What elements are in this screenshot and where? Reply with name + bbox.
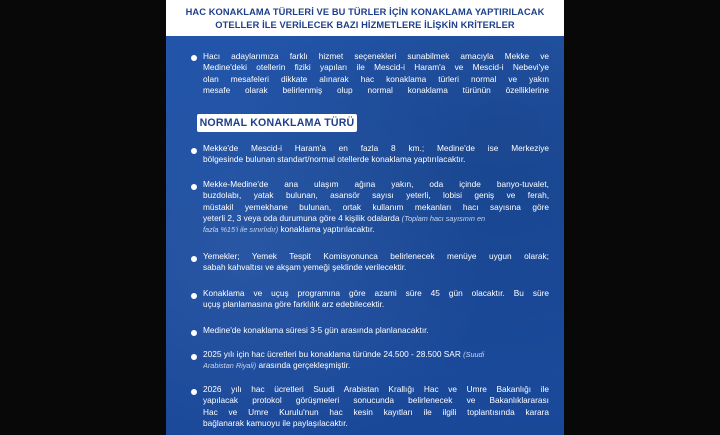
document-header [166, 0, 564, 36]
list-item [203, 384, 549, 429]
text-line: bölgesinde bulunan standart/normal otellerde konaklama yaptırılacaktır. [203, 154, 466, 165]
text-line: buzdolabı, yatak bulunan, asansör sayısı yeterli, lobisi geniş ve ferah, [203, 190, 549, 201]
bullet-dot [191, 148, 197, 154]
list-item [203, 179, 549, 235]
list-item [203, 349, 549, 372]
intro-paragraph [203, 51, 549, 96]
list-item [203, 288, 549, 311]
bullet-dot [191, 293, 197, 299]
text-line: olan mesafeleri dikkate alınarak hac konaklama türleri normal ve yakın [203, 73, 549, 84]
text-segment: konaklama yaptırılacaktır. [280, 224, 375, 235]
header-title-line-1: HAC KONAKLAMA TÜRLERİ VE BU TÜRLER İÇİN KONAKLAMA YAPTIRILACAK [185, 7, 545, 17]
text-line [203, 360, 549, 371]
text-segment: 2025 yılı için hac ücretleri bu konaklama türünde 24.500 - 28.500 SAR [203, 349, 461, 359]
list-item [203, 143, 549, 166]
note-text: Arabistan Riyali) [203, 361, 257, 371]
list-item [203, 325, 549, 336]
text-segment: yeterli 2, 3 veya oda durumuna göre 4 kişilik odalarda [203, 212, 400, 223]
note-text: (Toplam hacı sayısının en [401, 213, 486, 223]
text-line: Medine'de konaklama süresi 3-5 gün arasında planlanacaktır. [203, 325, 429, 335]
text-line: sabah kahvaltısı ve akşam yemeği şeklinde verilecektir. [203, 262, 407, 273]
text-line: Yemekler; Yemek Tespit Komisyonunca belirlenecek menüye uygun olarak; [203, 251, 549, 261]
header-title-line-2: OTELLER İLE VERİLECEK BAZI HİZMETLERE İLİŞKİN KRİTERLER [215, 20, 515, 30]
text-line: Medine'deki otellerin fiziki yapıları ile Mescid-i Haram'a ve Mescid-i Nebevi'ye [203, 62, 549, 73]
document-page [166, 0, 564, 435]
bullet-dot [191, 354, 197, 360]
text-line: Konaklama ve uçuş programına göre azami süre 45 gün olacaktır. Bu süre [203, 288, 549, 298]
text-line: Mekke-Medine'de ana ulaşım ağına yakın, oda içinde banyo-tuvalet, [203, 179, 549, 189]
text-line: uçuş planlamasına göre farklılık arz edebilecektir. [203, 299, 385, 310]
note-text: (Suudi [463, 350, 485, 359]
section-title: NORMAL KONAKLAMA TÜRÜ [197, 114, 357, 132]
list-item [203, 251, 549, 274]
text-line [203, 349, 549, 360]
bullet-dot [191, 330, 197, 336]
text-line: Mekke'de Mescid-i Haram'a en fazla 8 km.; Medine'de ise Merkeziye [203, 143, 549, 153]
text-line [203, 224, 549, 235]
text-line [203, 213, 549, 224]
bullet-dot [191, 184, 197, 190]
text-line: bağlanarak kamuoyu ile paylaşılacaktır. [203, 417, 348, 428]
note-text: fazla %15'i ile sınırlıdır) [203, 225, 279, 235]
text-line: müstakil yemekhane bulunan, ortak kullanım mekanları hacı sayısına göre [203, 201, 549, 212]
text-line: Hac ve Umre Kurulu'nun hac kesin kayıtları ile ilgili toplantısında karara [203, 406, 549, 417]
bullet-dot [191, 256, 197, 262]
text-segment: arasında gerçekleşmiştir. [258, 360, 351, 371]
text-line: yapılacak protokol görüşmeleri sonucunda belirlenecek ve Bakanlıklararası [203, 395, 549, 406]
bullet-dot [191, 55, 197, 61]
text-line: Hacı adaylarımıza farklı hizmet seçenekleri sunabilmek amacıyla Mekke ve [203, 51, 549, 61]
bullet-dot [191, 389, 197, 395]
text-line: 2026 yılı hac ücretleri Suudi Arabistan Krallığı Hac ve Umre Bakanlığı ile [203, 384, 549, 394]
text-line: mesafe olarak belirlenmiş olup normal konaklama türünün özelliklerine [203, 84, 549, 95]
